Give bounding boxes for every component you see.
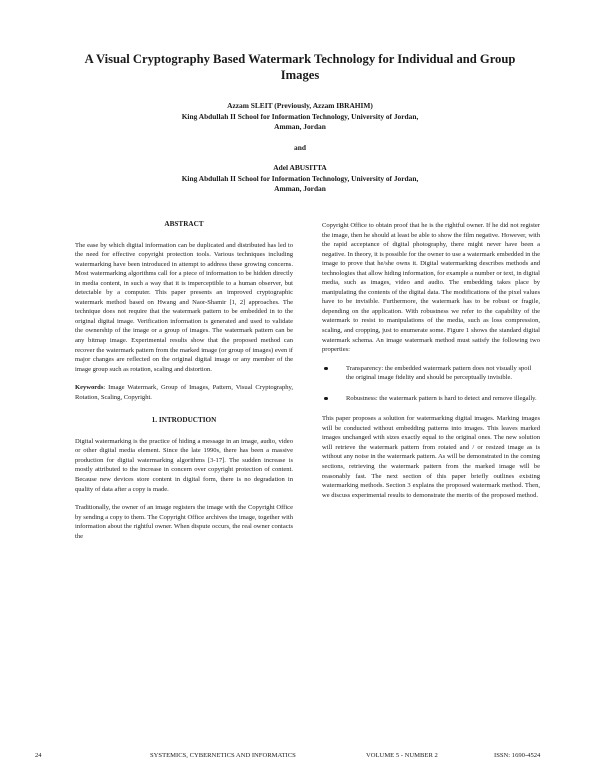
- journal-name: SYSTEMICS, CYBERNETICS AND INFORMATICS: [150, 752, 296, 759]
- bullet-icon: [324, 397, 328, 401]
- page-footer: [0, 752, 600, 764]
- keywords-label: Keywords: [75, 384, 104, 392]
- list-item-text: Robustness: the watermark pattern is hard to detect and remove illegally.: [346, 394, 537, 402]
- list-item-text: Transparency: the embedded watermark pattern does not visually spoil the original image fidelity and should be perceptually invisible.: [346, 364, 532, 382]
- keywords-text: : Image Watermark, Group of Images, Pattern, Visual Cryptography, Rotation, Scaling, Copyright.: [75, 384, 293, 401]
- left-column: [75, 220, 293, 550]
- author1-location: Amman, Jordan: [274, 122, 326, 131]
- intro-paragraph-1: Digital watermarking is the practice of hiding a message in an image, audio, video or other digital media element. Since the late 1990s, there has been a massive production for digital watermarking algorithms [3-17]. The sudden increase is mostly attributed to the increase in concern over copyright protection of content. Because new devices store content in digital form, there is no degradation in quality of data after a copy is made.: [75, 437, 293, 493]
- author2-name: Adel ABUSITTA: [273, 163, 327, 172]
- author2-location: Amman, Jordan: [274, 184, 326, 193]
- page-number: 24: [35, 752, 42, 759]
- right-paragraph-1: Copyright Office to obtain proof that he is the rightful owner. If he did not register the image, then he should at least be able to show the film negative. However, with the rapid acceptance of digital photography, there might never have been a negative. In theory, it is possible for the owner to use a watermark embedded in the image to prove that he/she owns it. Digital watermarking describes methods and technologies that allow hiding information, for example a number or text, in digital media, such as images, video and audio. The embedding takes place by manipulating the contents of the digital data. The modifications of the pixel values have to be invisible. Furthermore, the watermark has to be robust or fragile, depending on the application. With robustness we refer to the capability of the watermark to resist to manipulations of the media, such as loss compression, scaling, and cropping, just to enumerate some. Figure 1 shows the standard digital watermark schema. An image watermark method must satisfy the following two properties:: [322, 222, 540, 354]
- bullet-icon: [324, 367, 328, 371]
- properties-list: [322, 364, 540, 404]
- author2-affiliation: King Abdullah II School for Information Technology, University of Jordan,: [181, 173, 419, 183]
- abstract-text: The ease by which digital information can be duplicated and distributed has led to the need for effective copyright protection tools. Various techniques including watermarking have been introduced in attempt to address these growing concerns. Most watermarking algorithms call for a piece of information to be hidden directly in media content, in such a way that it is imperceptible to a human observer, but detectable by a computer. This paper presents an improved cryptographic watermark method based on Hwang and Naor-Shamir [1, 2] approaches. The technique does not require that the watermark pattern to be embedded in to the original digital image. Verification information is generated and used to validate the ownership of the image or a group of images. The watermark pattern can be any bitmap image. Experimental results show that the proposed method can recover the watermark pattern from the marked image (or group of images) even if major changes are reflected on the original digital image or any member of the image group such as rotation, scaling and distortion.: [75, 241, 293, 373]
- author-block: [90, 101, 510, 195]
- list-item: [322, 394, 540, 404]
- right-column: [322, 221, 540, 509]
- list-item: [322, 364, 540, 383]
- introduction-heading: 1. INTRODUCTION: [151, 416, 217, 425]
- abstract-heading: ABSTRACT: [164, 220, 204, 228]
- keywords-paragraph: [75, 383, 293, 402]
- issn: ISSN: 1690-4524: [494, 752, 541, 759]
- right-paragraph-2: This paper proposes a solution for watermarking digital images. Marking images will be conducted without embedding patterns into images. This leaves marked images unchanged with sizes exactly equal to the original ones. The new solution will retrieve the watermark pattern from rotated and / or resized image as is without any noise in the watermark pattern. As will be demonstrated in the coming sections, retrieving the watermark pattern from the marked image will be reasonably fast. The next section of this paper briefly outlines existing watermarking methods. Section 3 explains the proposed watermark method. Then, we discuss experimental results to demonstrate the merits of the proposed method.: [322, 415, 540, 499]
- author1-name: Azzam SLEIT (Previously, Azzam IBRAHIM): [227, 101, 373, 110]
- intro-paragraph-2: Traditionally, the owner of an image registers the image with the Copyright Office by sending a copy to them. The Copyright Office archives the image, together with information about the rightful owner. When dispute occurs, the real owner contacts the: [75, 504, 293, 540]
- volume-info: VOLUME 5 - NUMBER 2: [366, 752, 438, 759]
- paper-title: A Visual Cryptography Based Watermark Technology for Individual and Group Images: [84, 52, 516, 82]
- author1-affiliation: King Abdullah II School for Information Technology, University of Jordan,: [181, 111, 419, 121]
- author-separator: and: [294, 142, 306, 152]
